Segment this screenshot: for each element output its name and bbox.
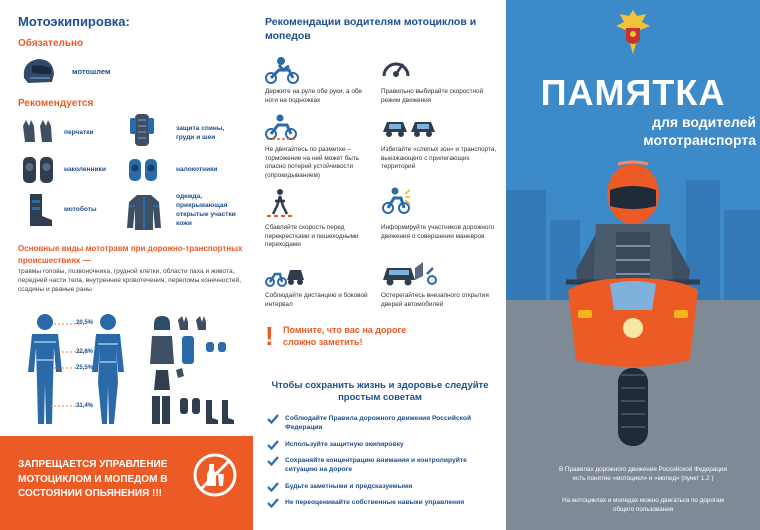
tips-list xyxy=(267,414,499,524)
check-icon xyxy=(267,482,279,492)
tip-text: Будьте заметными и предсказуемыми xyxy=(285,483,413,490)
car-door-icon xyxy=(381,258,439,288)
warning-icon: ! xyxy=(265,321,274,351)
check-icon xyxy=(267,414,279,424)
boots-icon xyxy=(20,192,56,228)
elbow-pads-label: налокотники xyxy=(176,166,218,173)
tip-item xyxy=(267,498,499,522)
required-heading: Обязательно xyxy=(18,38,84,49)
cover-panel xyxy=(506,0,760,530)
tip-item xyxy=(267,456,499,480)
speedometer-icon xyxy=(381,54,411,84)
gloves-icon xyxy=(20,118,56,144)
rec-distance: Соблюдайте дистанцию и боковой интервал xyxy=(265,292,368,308)
cover-subtitle: для водителей мототранспорта xyxy=(643,114,756,148)
percent-head: 20,5% xyxy=(76,320,94,326)
tip-item xyxy=(267,482,499,496)
recommendations-title: Рекомендации водителям мотоциклов и мопедов xyxy=(265,16,477,42)
no-alcohol-icon xyxy=(192,452,238,498)
cover-footnote-definition: В Правилах дорожного движения Российской Федерации есть понятие «мотоцикл» и «мопед» (пункт 1.2 ) xyxy=(558,466,727,482)
tip-item xyxy=(267,440,499,454)
percent-legs: 31,4% xyxy=(76,403,94,409)
jacket-label: одежда, прикрывающая открытые участки кожи xyxy=(176,193,236,227)
police-emblem-icon xyxy=(614,8,652,56)
back-protector-label: защита спины, груди и шеи xyxy=(176,125,225,141)
drunk-driving-text: ЗАПРЕЩАЕТСЯ УПРАВЛЕНИЕ МОТОЦИКЛОМ И МОПЕДОМ В СОСТОЯНИИ ОПЬЯНЕНИЯ !!! xyxy=(18,459,168,499)
tip-text: Соблюдайте Правила дорожного движения Российской Федерации xyxy=(285,415,472,432)
blind-spot-icon xyxy=(381,114,437,140)
equipment-panel xyxy=(0,0,253,530)
pedestrian-crossing-icon xyxy=(265,188,295,218)
back-protector-icon xyxy=(127,112,157,148)
rider-figures-illustration xyxy=(20,312,140,430)
jacket-icon xyxy=(125,192,163,232)
boots-label: мотоботы xyxy=(64,206,97,213)
check-icon xyxy=(267,456,279,466)
road-marking-icon xyxy=(265,114,299,140)
motorcyclist-illustration xyxy=(558,160,708,450)
rec-signal: Информируйте участников дорожного движения о совершении маневров xyxy=(381,224,495,240)
visibility-notice: Помните, что вас на дороге сложно заметить! xyxy=(283,325,407,348)
rec-blind-spots: Избегайте «слепых зон» и транспорта, выезжающего с прилегающих территорий xyxy=(381,146,497,171)
keep-distance-icon xyxy=(265,262,305,288)
recommendations-panel xyxy=(253,0,506,530)
percent-torso: 22,6% xyxy=(76,349,94,355)
rec-speed: Правильно выбирайте скоростной режим движения xyxy=(381,88,484,104)
rec-crossings: Сбавляйте скорость перед перекрестками и пешеходными переходами xyxy=(265,224,359,249)
knee-pads-icon xyxy=(20,155,56,185)
elbow-pads-icon xyxy=(127,155,159,185)
rec-hands: Держите на руле обе руки, а обе ноги на подножках xyxy=(265,88,363,104)
check-icon xyxy=(267,498,279,508)
tip-text: Не переоценивайте собственные навыки управления xyxy=(285,499,465,506)
helmet-icon xyxy=(20,56,56,86)
tips-heading: Чтобы сохранить жизнь и здоровье следуйте простым советам xyxy=(271,380,489,404)
equipment-title: Мотоэкипировка: xyxy=(18,14,130,29)
recommended-heading: Рекомендуется xyxy=(18,98,94,109)
injuries-heading: Основные виды мототравм при дорожно-транспортных происшествиях — xyxy=(18,244,243,265)
injuries-text: травмы головы, позвоночника, грудной клетки, области паха и живота, передней части тела, внутренние кровотечения, переломы конечностей, ссадины и рваные раны xyxy=(18,268,242,293)
hands-on-handlebar-icon xyxy=(265,56,299,84)
percent-abdomen: 25,5% xyxy=(76,365,94,371)
tip-item xyxy=(267,414,499,438)
turn-signal-icon xyxy=(381,186,411,216)
rec-doors: Остерегайтесь внезапного открытия дверей автомобилей xyxy=(381,292,489,308)
knee-pads-label: наколенники xyxy=(64,166,106,173)
tip-text: Используйте защитную экипировку xyxy=(285,441,404,448)
helmet-label: мотошлем xyxy=(72,67,111,76)
rec-road-marking: Не двигайтесь по разметке – торможение на ней может быть опасно потерей устойчивости (опрокидыванием) xyxy=(265,146,360,179)
tip-text: Сохраняйте концентрацию внимания и контролируйте ситуацию на дороге xyxy=(285,457,467,474)
cover-footnote-roads: На мотоциклах и мопедах можно двигаться по дорогам общего пользования xyxy=(562,497,724,513)
gloves-label: перчатки xyxy=(64,129,94,136)
check-icon xyxy=(267,440,279,450)
cover-title: ПАМЯТКА xyxy=(540,72,726,113)
gear-set-illustration xyxy=(148,314,240,426)
